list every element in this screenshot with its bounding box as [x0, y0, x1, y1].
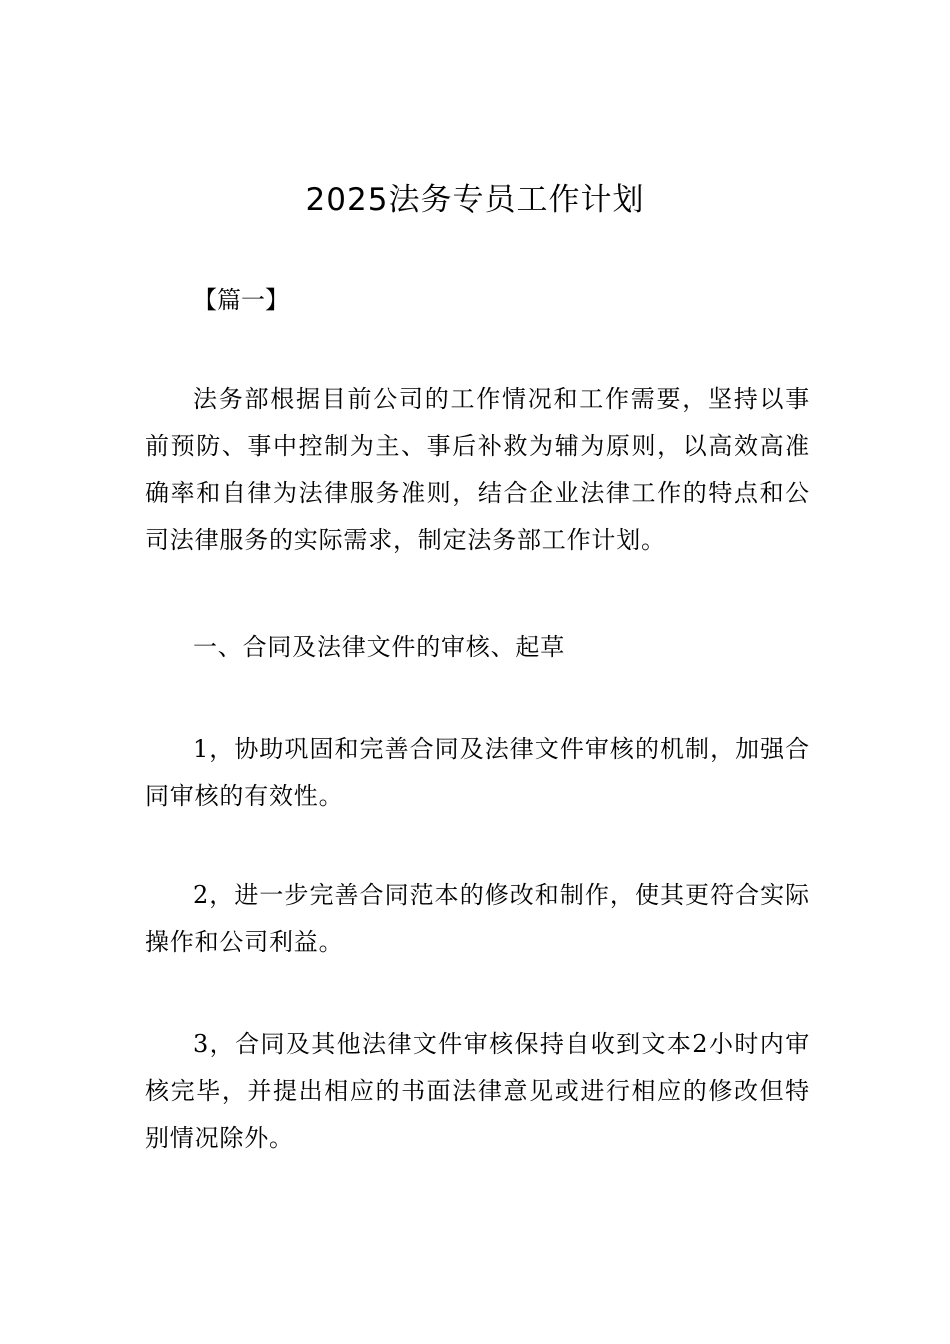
- document-title: 2025法务专员工作计划: [305, 182, 645, 218]
- list-item: 1，协助巩固和完善合同及法律文件审核的机制，加强合同审核的有效性。: [145, 735, 810, 810]
- list-item: 3，合同及其他法律文件审核保持自收到文本2小时内审核完毕，并提出相应的书面法律意见或进行相应的修改但特别情况除外。: [145, 1030, 810, 1152]
- list-item: 2，进一步完善合同范本的修改和制作，使其更符合实际操作和公司利益。: [145, 881, 810, 956]
- section-heading-1: 一、合同及法律文件的审核、起草: [193, 633, 565, 661]
- section-label: 【篇一】: [193, 286, 289, 314]
- intro-paragraph: 法务部根据目前公司的工作情况和工作需要，坚持以事前预防、事中控制为主、事后补救为辅为原则，以高效高准确率和自律为法律服务准则，结合企业法律工作的特点和公司法律服务的实际需求，制定法务部工作计划。: [145, 385, 810, 554]
